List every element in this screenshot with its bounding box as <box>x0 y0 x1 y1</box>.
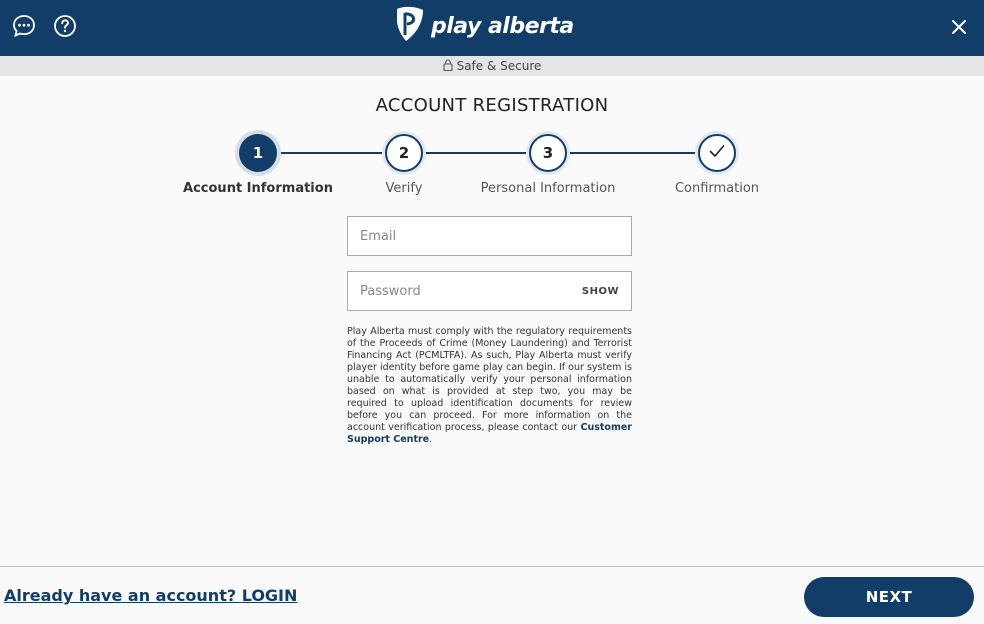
help-icon[interactable] <box>53 14 77 38</box>
close-icon[interactable] <box>946 14 972 40</box>
customer-support-link[interactable]: Customer Support Centre <box>347 422 632 445</box>
step-3-indicator: 3 <box>529 134 567 172</box>
password-field-wrapper <box>347 271 632 311</box>
stepper-connector <box>277 152 387 154</box>
step-2-label: Verify <box>385 181 423 196</box>
step-3-label: Personal Information <box>480 181 616 196</box>
play-alberta-logo <box>393 7 574 45</box>
chat-icon[interactable] <box>12 14 36 38</box>
stepper-connector <box>422 152 530 154</box>
next-button[interactable]: NEXT <box>804 577 974 617</box>
step-1-indicator: 1 <box>239 134 277 172</box>
secure-label: Safe & Secure <box>456 59 542 73</box>
secure-banner <box>0 56 984 76</box>
disclaimer-body: Play Alberta must comply with the regulatory requirements of the Proceeds of Crime (Money Laundering) and Terrorist Financing Act (PCMLTFA). As such, Play Alberta must verify player identity before game play can begin. If our system is unable to automatically verify your personal information based on what is provided at step two, you may be required to upload identification documents for review before you can proceed. For more information on the account verification process, please contact our <box>347 326 632 433</box>
logo-text: play alberta <box>431 13 574 39</box>
password-input[interactable] <box>360 284 582 299</box>
lock-icon <box>443 59 457 74</box>
step-2-indicator: 2 <box>385 134 423 172</box>
page-title: ACCOUNT REGISTRATION <box>375 95 609 116</box>
footer-divider <box>0 566 984 567</box>
show-password-button[interactable]: SHOW <box>581 285 619 297</box>
disclaimer-text <box>347 326 632 446</box>
step-4-label: Confirmation <box>674 181 760 196</box>
disclaimer-end: . <box>429 434 433 445</box>
email-field-wrapper <box>347 216 632 256</box>
logo-icon <box>393 5 427 47</box>
step-4-indicator <box>698 134 736 172</box>
top-bar <box>0 0 984 56</box>
login-link[interactable]: Already have an account? LOGIN <box>4 586 298 605</box>
email-input[interactable] <box>360 229 619 244</box>
stepper-connector <box>566 152 699 154</box>
check-icon <box>709 144 725 162</box>
step-1-label: Account Information <box>183 181 333 196</box>
